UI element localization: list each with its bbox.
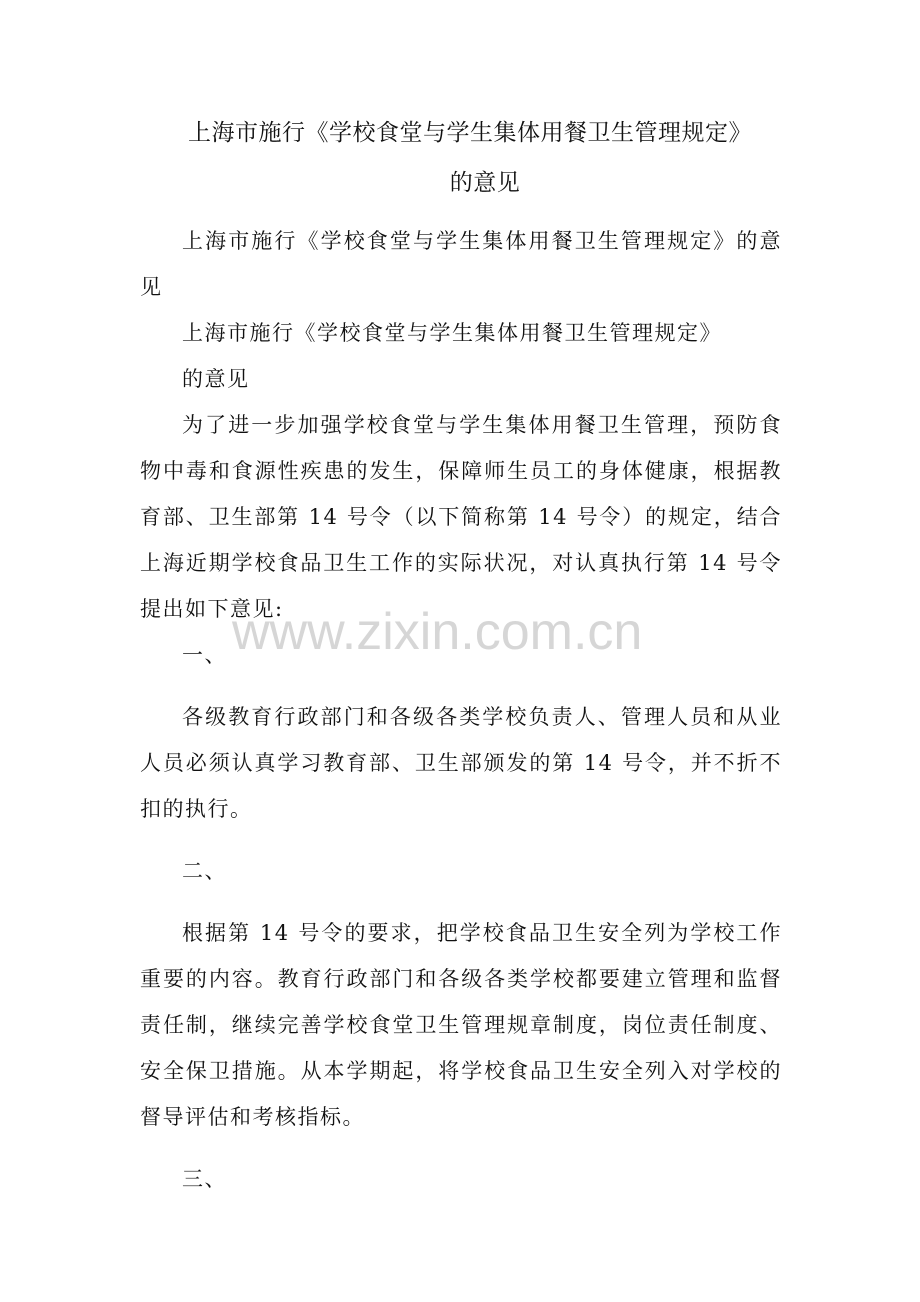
title-line-2: 的意见: [449, 170, 521, 196]
document-body: [140, 218, 782, 1202]
title-line-1: 上海市施行《学校食堂与学生集体用餐卫生管理规定》: [188, 120, 752, 146]
section-number-2: 二、: [182, 859, 227, 883]
paragraph-intro: 为了进一步加强学校食堂与学生集体用餐卫生管理，预防食物中毒和食源性疾患的发生，保障师生员工的身体健康，根据教育部、卫生部第 14 号令（以下简称第 14 号令）的规定，结合上海近期学校食品卫生工作的实际状况，对认真执行第 14 号令提出如下意见:: [140, 413, 782, 621]
watermark: www.zixin.com.cn: [232, 603, 643, 661]
document-title: [140, 108, 790, 208]
paragraph-heading-repeat: 上海市施行《学校食堂与学生集体用餐卫生管理规定》的意见: [140, 229, 782, 299]
section-number-1: 一、: [182, 643, 227, 667]
paragraph-heading-repeat-2: 上海市施行《学校食堂与学生集体用餐卫生管理规定》: [182, 321, 722, 345]
paragraph-heading-repeat-3: 的意见: [182, 367, 250, 391]
section-number-3: 三、: [182, 1167, 227, 1191]
paragraph-section-2: 根据第 14 号令的要求，把学校食品卫生安全列为学校工作重要的内容。教育行政部门和各级各类学校都要建立管理和监督责任制，继续完善学校食堂卫生管理规章制度，岗位责任制度、安全保卫措施。从本学期起，将学校食品卫生安全列入对学校的督导评估和考核指标。: [140, 921, 782, 1129]
paragraph-section-1: 各级教育行政部门和各级各类学校负责人、管理人员和从业人员必须认真学习教育部、卫生部颁发的第 14 号令，并不折不扣的执行。: [140, 705, 782, 821]
